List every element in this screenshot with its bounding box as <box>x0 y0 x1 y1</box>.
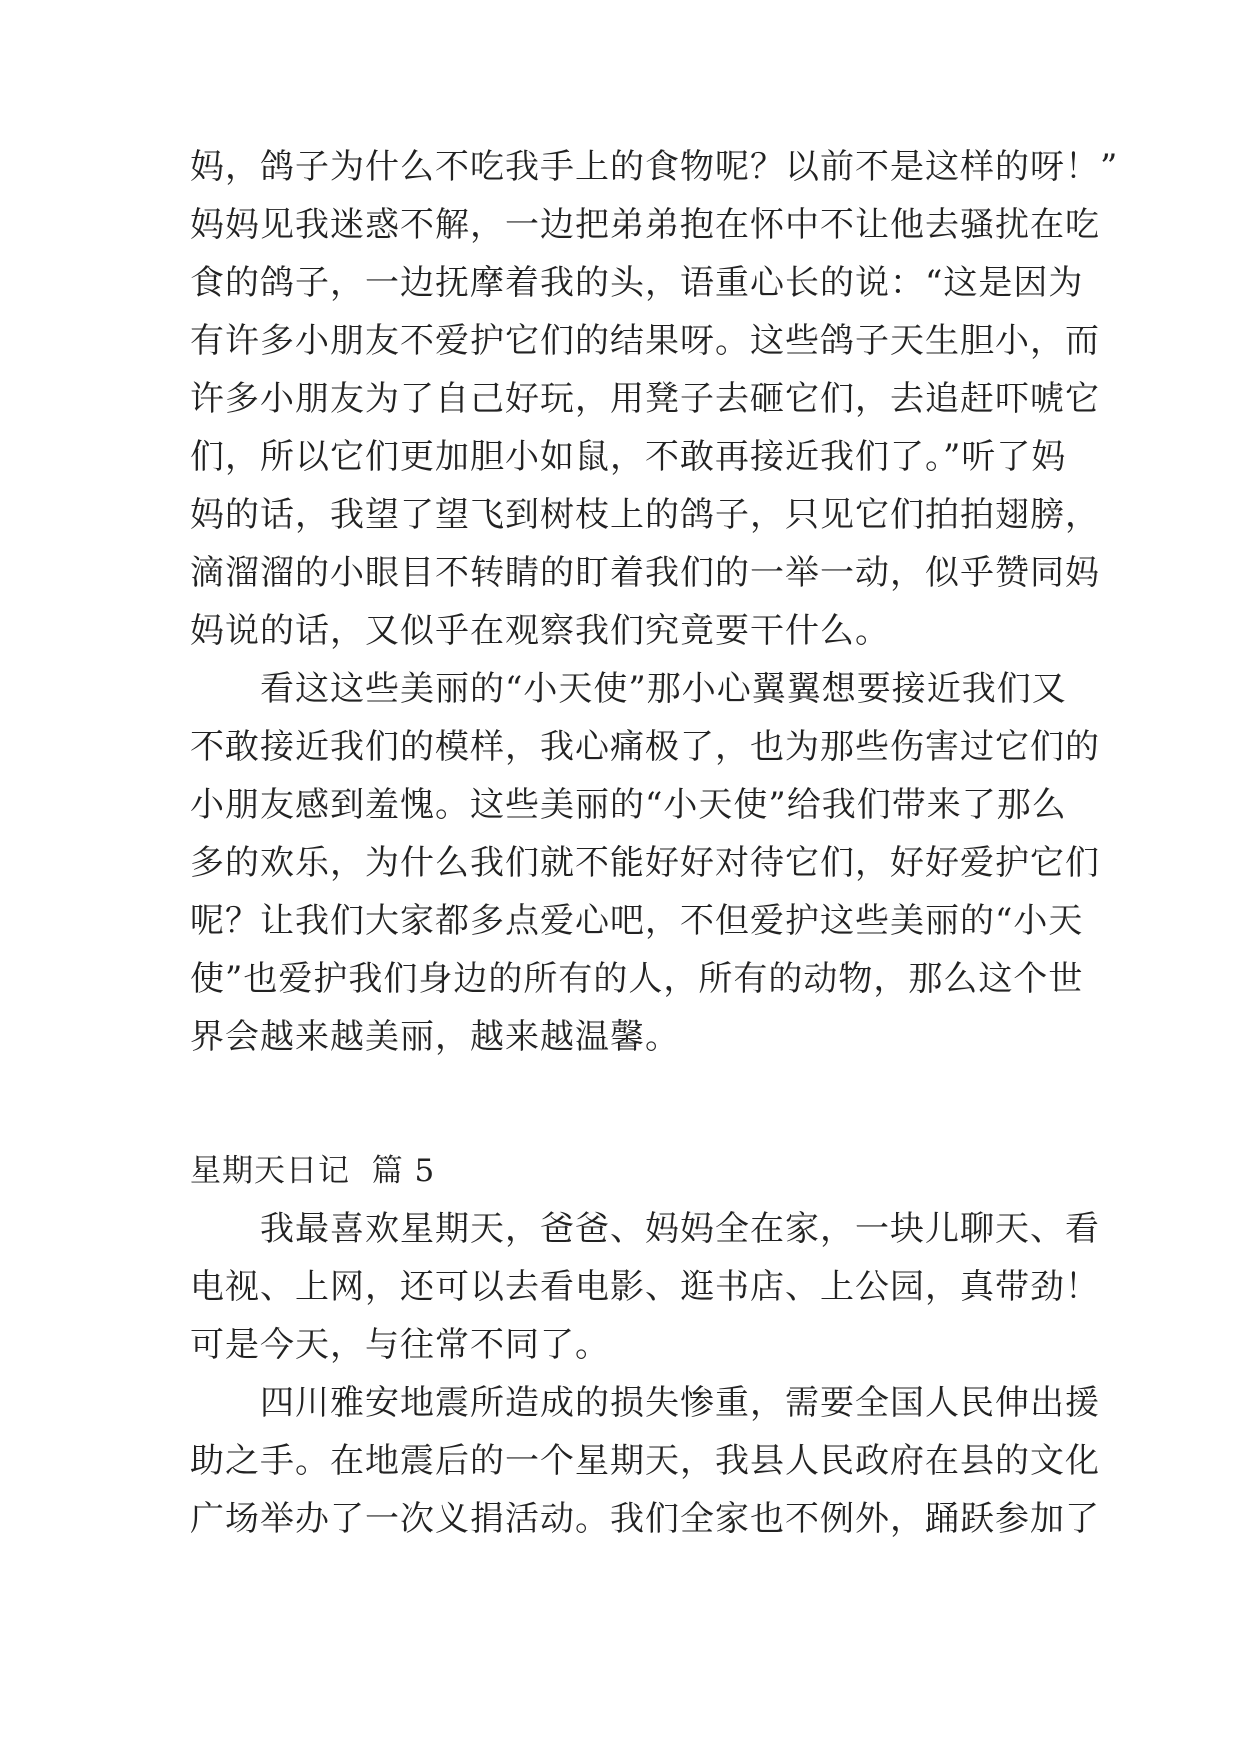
paragraph-earthquake <box>190 1374 1100 1548</box>
text-line: 多的欢乐，为什么我们就不能好好对待它们，好好爱护它们 <box>190 843 1100 883</box>
paragraph-sunday <box>190 1200 1100 1374</box>
text-line: 看这这些美丽的“小天使”那小心翼翼想要接近我们又 <box>190 669 1067 709</box>
text-line: 有许多小朋友不爱护它们的结果呀。这些鸽子天生胆小，而 <box>190 321 1100 361</box>
text-line: 妈说的话，又似乎在观察我们究竟要干什么。 <box>190 611 890 651</box>
text-line: 小朋友感到羞愧。这些美丽的“小天使”给我们带来了那么 <box>190 785 1067 825</box>
text-line: 我最喜欢星期天，爸爸、妈妈全在家，一块儿聊天、看 <box>190 1209 1100 1249</box>
text-line: 滴溜溜的小眼目不转睛的盯着我们的一举一动，似乎赞同妈 <box>190 553 1100 593</box>
text-line: 不敢接近我们的模样，我心痛极了，也为那些伤害过它们的 <box>190 727 1100 767</box>
paragraph-angels <box>190 660 1100 1066</box>
text-line: 使”也爱护我们身边的所有的人，所有的动物，那么这个世 <box>190 959 1084 999</box>
text-line: 妈，鸽子为什么不吃我手上的食物呢？以前不是这样的呀！” <box>190 147 1119 187</box>
text-line: 许多小朋友为了自己好玩，用凳子去砸它们，去追赶吓唬它 <box>190 379 1100 419</box>
text-line: 妈妈见我迷惑不解，一边把弟弟抱在怀中不让他去骚扰在吃 <box>190 205 1100 245</box>
text-line: 助之手。在地震后的一个星期天，我县人民政府在县的文化 <box>190 1441 1100 1481</box>
text-line: 四川雅安地震所造成的损失惨重，需要全国人民伸出援 <box>190 1383 1100 1423</box>
text-line: 妈的话，我望了望飞到树枝上的鸽子，只见它们拍拍翅膀， <box>190 495 1100 535</box>
paragraph-continued <box>190 138 1118 660</box>
text-line: 可是今天，与往常不同了。 <box>190 1325 610 1365</box>
section-heading: 星期天日记 篇 5 <box>190 1153 436 1189</box>
text-line: 界会越来越美丽，越来越温馨。 <box>190 1017 680 1057</box>
text-line: 广场举办了一次义捐活动。我们全家也不例外，踊跃参加了 <box>190 1499 1100 1539</box>
text-line: 食的鸽子，一边抚摩着我的头，语重心长的说：“这是因为 <box>190 263 1084 303</box>
text-line: 电视、上网，还可以去看电影、逛书店、上公园，真带劲！ <box>190 1267 1100 1307</box>
text-line: 们，所以它们更加胆小如鼠，不敢再接近我们了。”听了妈 <box>190 437 1067 477</box>
text-line: 呢？让我们大家都多点爱心吧，不但爱护这些美丽的“小天 <box>190 901 1084 941</box>
